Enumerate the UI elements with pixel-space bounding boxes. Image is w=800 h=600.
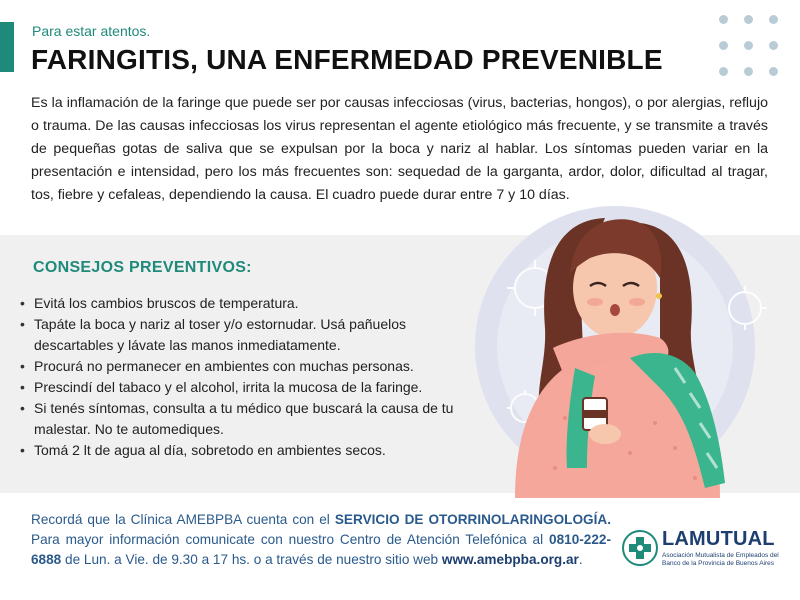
website-link[interactable]: www.amebpba.org.ar	[441, 552, 579, 567]
logo-subtitle: Asociación Mutualista de Empleados del Banco de la Provincia de Buenos Aires	[662, 552, 779, 567]
advice-item: • Si tenés síntomas, consulta a tu médico que buscará la causa de tu malestar. No te automediques.	[18, 398, 478, 440]
advice-item: • Procurá no permanecer en ambientes con muchas personas.	[18, 356, 478, 377]
service-name: SERVICIO DE OTORRINOLARINGOLOGÍA.	[334, 512, 611, 527]
logo-cross-icon	[622, 530, 658, 566]
advice-item: • Evitá los cambios bruscos de temperatura.	[18, 293, 478, 314]
sick-woman-illustration	[455, 198, 795, 498]
logo-name: LAMUTUAL	[662, 528, 775, 550]
cheek	[587, 298, 603, 306]
mouth	[610, 304, 620, 316]
advice-list	[18, 293, 478, 461]
advice-item: • Tapáte la boca y nariz al toser y/o estornudar. Usá pañuelos descartables y lávate las manos inmediatamente.	[18, 314, 478, 356]
decorative-dot	[744, 41, 753, 50]
footer-text: de Lun. a Vie. de 9.30 a 17 hs. o a través de nuestro sitio web	[61, 552, 442, 567]
decorative-dot	[744, 67, 753, 76]
footer-info	[31, 510, 611, 570]
decorative-dot	[769, 15, 778, 24]
page-title: FARINGITIS, UNA ENFERMEDAD PREVENIBLE	[31, 44, 663, 75]
advice-title: CONSEJOS PREVENTIVOS:	[33, 259, 252, 276]
footer-text: .	[578, 552, 583, 567]
accent-bar	[0, 22, 14, 72]
coffee-cup-sleeve	[583, 410, 607, 418]
earring	[656, 293, 662, 299]
footer-text: Para mayor información comunicate con nuestro Centro de Atención Telefónica al	[31, 532, 550, 547]
cheek	[629, 298, 645, 306]
decorative-dot	[769, 67, 778, 76]
decorative-dot	[719, 15, 728, 24]
phone-number[interactable]: 0810-222-6888	[31, 532, 611, 567]
hand	[589, 424, 621, 444]
decorative-dot-grid	[716, 10, 780, 80]
decorative-dot	[744, 15, 753, 24]
footer-text: Recordá que la Clínica AMEBPBA cuenta con el	[31, 512, 335, 527]
kicker-text: Para estar atentos.	[32, 23, 151, 39]
decorative-dot	[769, 41, 778, 50]
advice-item: • Prescindí del tabaco y el alcohol, irrita la mucosa de la faringe.	[18, 377, 478, 398]
lamutual-logo	[622, 526, 782, 576]
decorative-dot	[719, 41, 728, 50]
advice-item: • Tomá 2 lt de agua al día, sobretodo en ambientes secos.	[18, 440, 478, 461]
intro-paragraph: Es la inflamación de la faringe que puede ser por causas infecciosas (virus, bacterias, hongos), o por alergias, reflujo o trauma. De las causas infecciosas los virus representan el agente etiológico más frecuente, y se transmite a través de pequeñas gotas de saliva que se expulsan por la boca y nariz al hablar. Los síntomas pueden variar en la presentación e intensidad, pero los más frecuentes son: sequedad de la garganta, ardor, dolor, dificultad al tragar, tos, fiebre y cefaleas, dependiendo la causa. El cuadro puede durar entre 7 y 10 días.	[31, 95, 768, 203]
decorative-dot	[719, 67, 728, 76]
